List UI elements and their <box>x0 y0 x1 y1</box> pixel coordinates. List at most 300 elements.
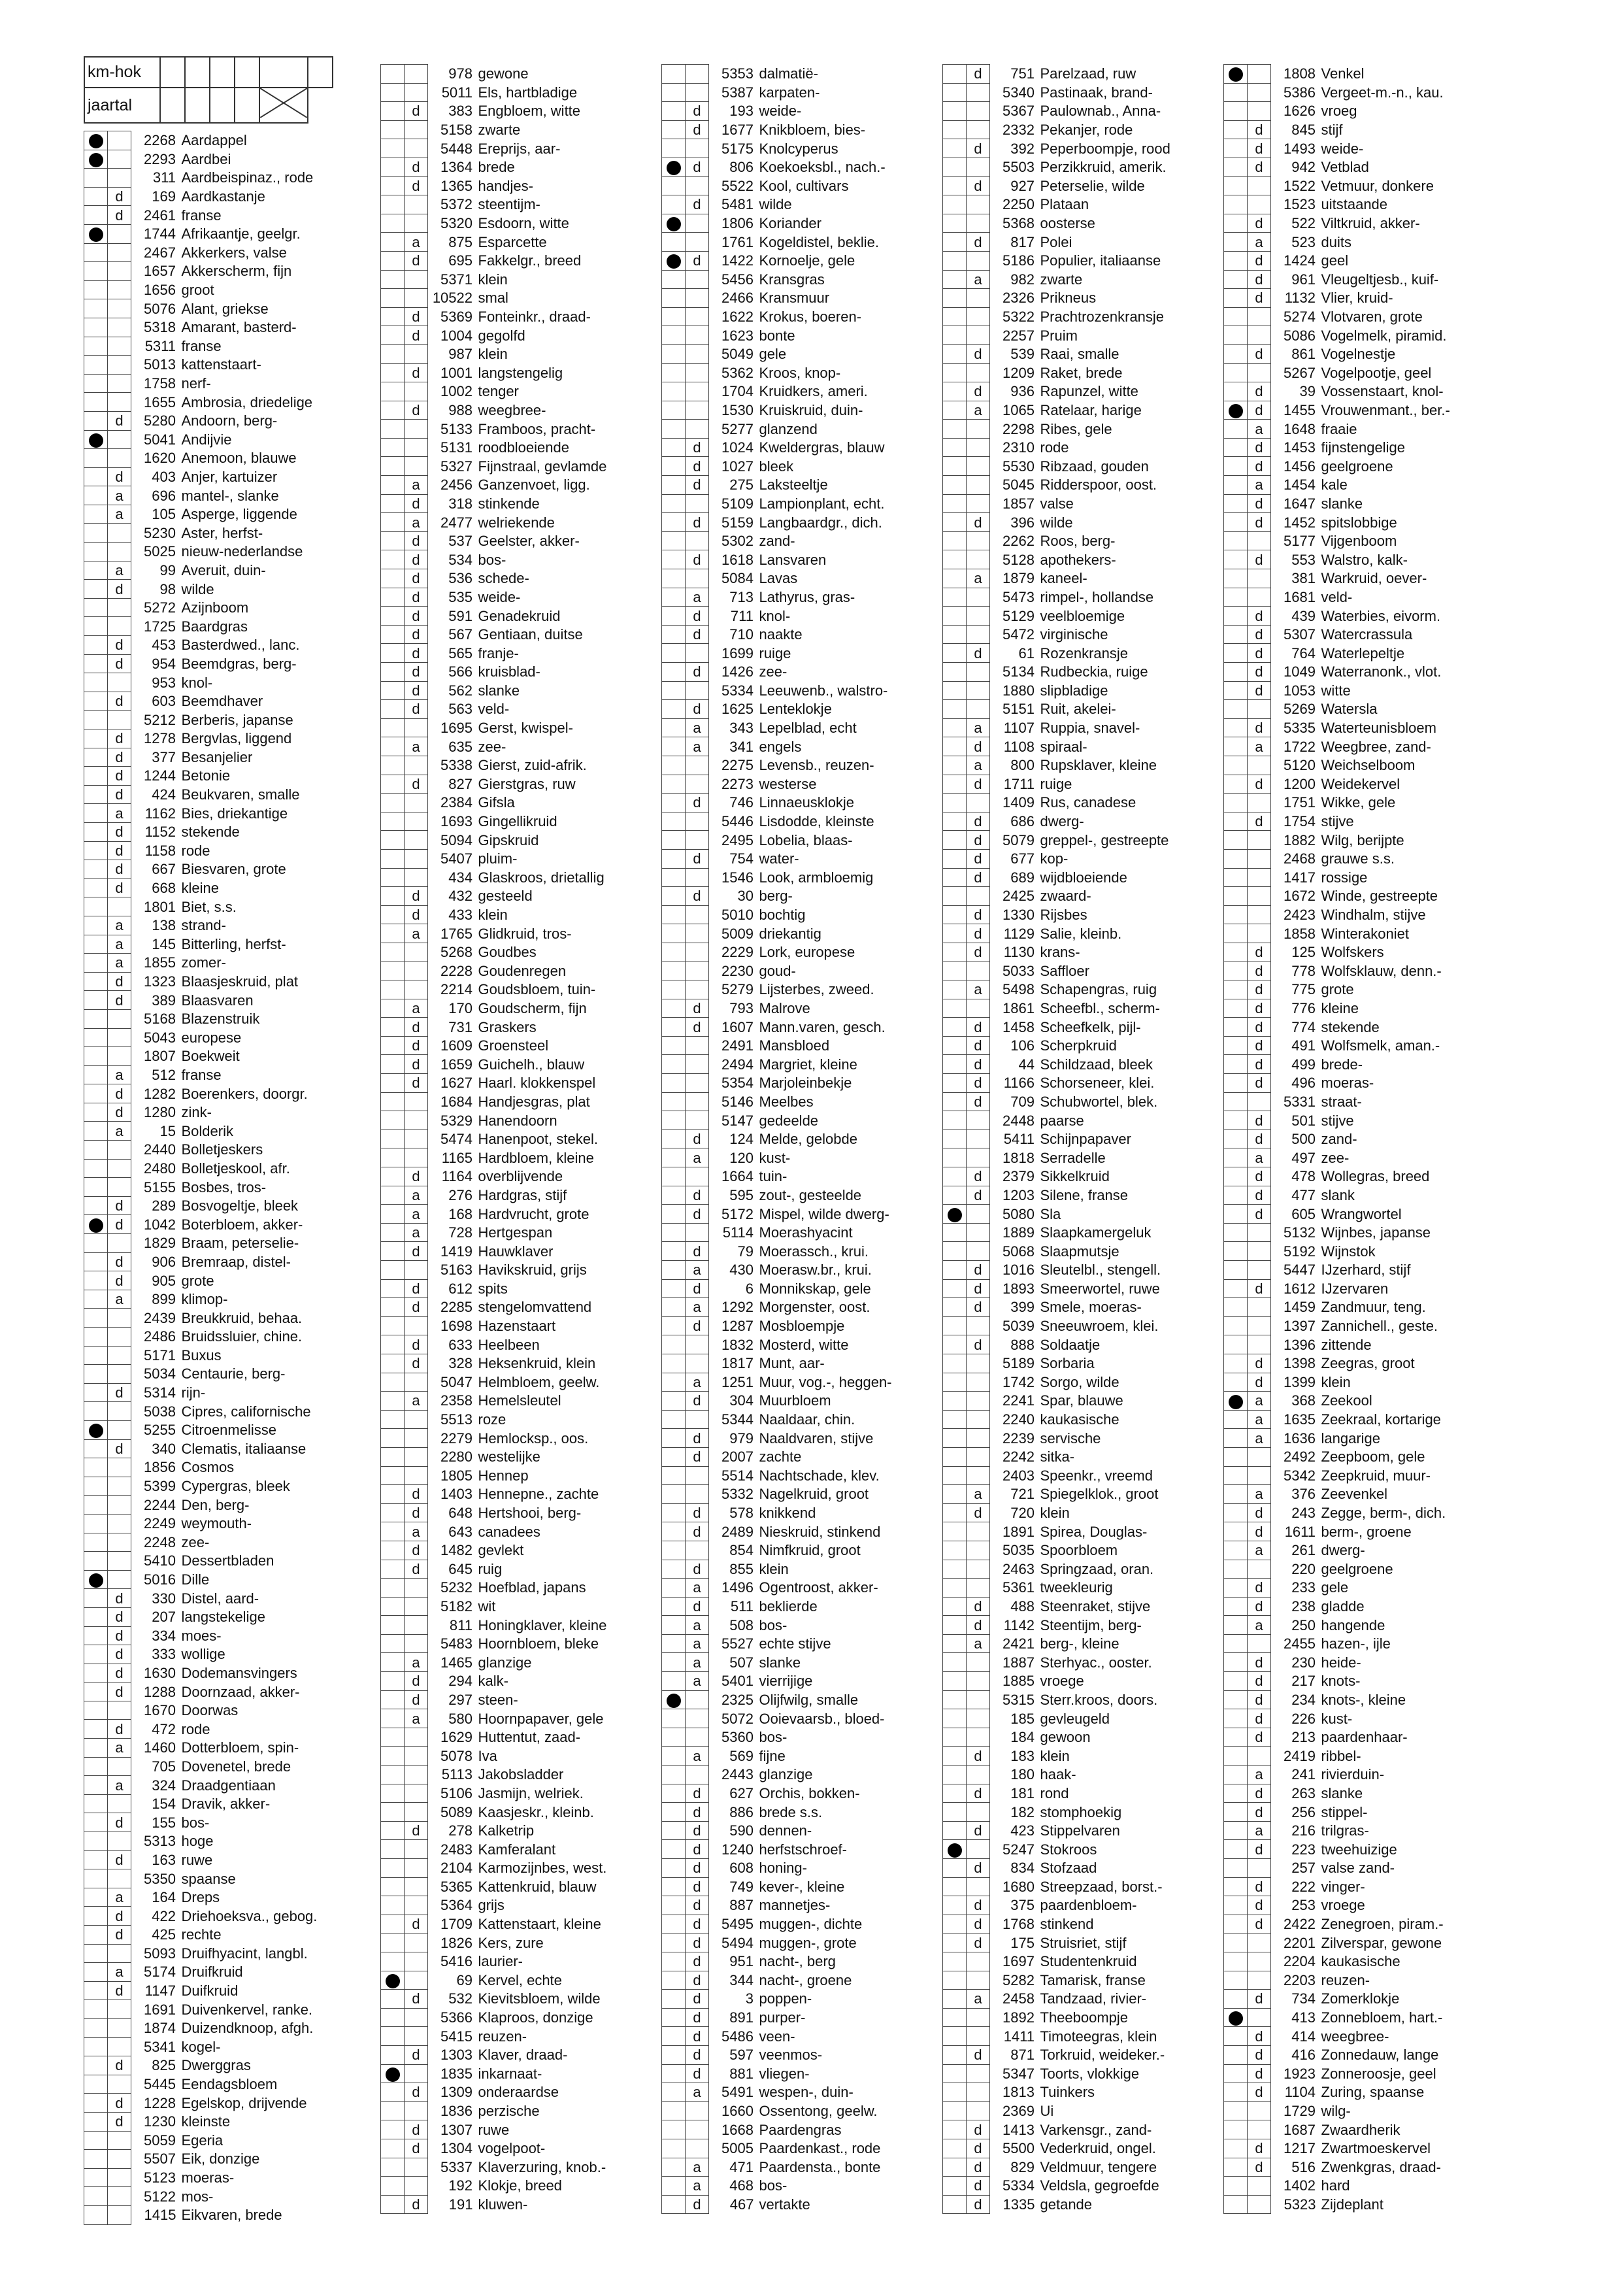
status-cell[interactable] <box>967 1223 990 1242</box>
presence-cell[interactable] <box>1224 1653 1248 1672</box>
status-cell[interactable]: d <box>1248 1597 1271 1616</box>
status-cell[interactable]: d <box>686 476 709 495</box>
presence-cell[interactable] <box>1224 1354 1248 1373</box>
presence-cell[interactable] <box>381 1766 405 1784</box>
presence-cell[interactable] <box>943 1579 967 1598</box>
km-cell-6[interactable] <box>308 57 333 88</box>
presence-cell[interactable] <box>662 1335 686 1354</box>
presence-cell[interactable] <box>662 120 686 139</box>
status-cell[interactable]: d <box>1248 438 1271 457</box>
status-cell[interactable]: d <box>967 1018 990 1037</box>
presence-cell[interactable] <box>1224 2008 1248 2027</box>
status-cell[interactable] <box>108 318 131 337</box>
status-cell[interactable] <box>405 1429 428 1448</box>
presence-cell[interactable] <box>943 1522 967 1541</box>
presence-cell[interactable] <box>84 2112 108 2131</box>
presence-cell[interactable] <box>381 737 405 756</box>
status-cell[interactable] <box>1248 1447 1271 1466</box>
status-cell[interactable]: d <box>967 812 990 831</box>
status-cell[interactable] <box>967 120 990 139</box>
status-cell[interactable]: a <box>967 1990 990 2009</box>
presence-cell[interactable] <box>943 681 967 700</box>
status-cell[interactable]: d <box>967 233 990 252</box>
presence-cell[interactable] <box>84 1420 108 1439</box>
presence-cell[interactable] <box>943 2064 967 2083</box>
presence-cell[interactable] <box>662 382 686 401</box>
status-cell[interactable]: d <box>405 607 428 626</box>
presence-cell[interactable] <box>662 531 686 550</box>
status-cell[interactable]: d <box>967 1616 990 1635</box>
presence-cell[interactable] <box>662 401 686 420</box>
status-cell[interactable]: d <box>405 569 428 588</box>
presence-cell[interactable] <box>1224 2120 1248 2139</box>
status-cell[interactable]: d <box>1248 1990 1271 2009</box>
status-cell[interactable] <box>1248 102 1271 121</box>
presence-cell[interactable] <box>84 1122 108 1141</box>
status-cell[interactable]: a <box>967 1634 990 1653</box>
status-cell[interactable]: d <box>686 849 709 868</box>
presence-cell[interactable] <box>1224 83 1248 102</box>
presence-cell[interactable] <box>662 1522 686 1541</box>
status-cell[interactable] <box>405 794 428 812</box>
status-cell[interactable]: d <box>405 1018 428 1037</box>
status-cell[interactable] <box>108 1159 131 1178</box>
presence-cell[interactable] <box>381 1261 405 1280</box>
status-cell[interactable]: d <box>686 1784 709 1803</box>
presence-cell[interactable] <box>381 569 405 588</box>
status-cell[interactable]: d <box>1248 1130 1271 1148</box>
status-cell[interactable] <box>108 1757 131 1776</box>
presence-cell[interactable] <box>381 1933 405 1952</box>
status-cell[interactable] <box>108 150 131 169</box>
status-cell[interactable] <box>686 775 709 794</box>
presence-cell[interactable] <box>1224 382 1248 401</box>
presence-cell[interactable] <box>381 775 405 794</box>
status-cell[interactable]: d <box>405 2120 428 2139</box>
status-cell[interactable] <box>686 83 709 102</box>
presence-cell[interactable] <box>1224 1298 1248 1317</box>
status-cell[interactable]: d <box>967 139 990 158</box>
presence-cell[interactable] <box>381 1784 405 1803</box>
presence-cell[interactable] <box>943 531 967 550</box>
status-cell[interactable]: d <box>108 580 131 599</box>
status-cell[interactable] <box>405 1728 428 1747</box>
status-cell[interactable] <box>686 1092 709 1111</box>
presence-cell[interactable] <box>381 1485 405 1504</box>
presence-cell[interactable] <box>1224 943 1248 962</box>
presence-cell[interactable] <box>662 83 686 102</box>
status-cell[interactable] <box>686 1766 709 1784</box>
presence-cell[interactable] <box>381 382 405 401</box>
status-cell[interactable]: a <box>686 718 709 737</box>
status-cell[interactable] <box>686 2120 709 2139</box>
presence-cell[interactable] <box>1224 887 1248 906</box>
status-cell[interactable]: d <box>686 1186 709 1205</box>
status-cell[interactable] <box>686 905 709 924</box>
status-cell[interactable] <box>1248 2008 1271 2027</box>
presence-cell[interactable] <box>84 1103 108 1122</box>
presence-cell[interactable] <box>84 2075 108 2094</box>
status-cell[interactable] <box>405 1373 428 1392</box>
presence-cell[interactable] <box>381 681 405 700</box>
status-cell[interactable] <box>405 2027 428 2046</box>
presence-cell[interactable] <box>381 531 405 550</box>
presence-cell[interactable] <box>943 1167 967 1186</box>
status-cell[interactable]: d <box>405 1167 428 1186</box>
presence-cell[interactable] <box>943 1205 967 1224</box>
status-cell[interactable]: d <box>405 2083 428 2102</box>
presence-cell[interactable] <box>1224 1503 1248 1522</box>
status-cell[interactable] <box>967 1840 990 1859</box>
status-cell[interactable] <box>405 1784 428 1803</box>
presence-cell[interactable] <box>662 2008 686 2027</box>
status-cell[interactable] <box>686 233 709 252</box>
presence-cell[interactable] <box>943 943 967 962</box>
status-cell[interactable]: d <box>405 176 428 195</box>
presence-cell[interactable] <box>381 625 405 644</box>
presence-cell[interactable] <box>1224 1747 1248 1766</box>
status-cell[interactable] <box>108 262 131 281</box>
presence-cell[interactable] <box>1224 1803 1248 1822</box>
status-cell[interactable] <box>108 673 131 692</box>
year-cell-1[interactable] <box>160 88 185 123</box>
presence-cell[interactable] <box>943 1709 967 1728</box>
presence-cell[interactable] <box>1224 2195 1248 2214</box>
status-cell[interactable] <box>108 1869 131 1888</box>
presence-cell[interactable] <box>381 1952 405 1971</box>
presence-cell[interactable] <box>662 1167 686 1186</box>
status-cell[interactable]: d <box>1248 2045 1271 2064</box>
status-cell[interactable] <box>108 449 131 468</box>
status-cell[interactable] <box>405 1597 428 1616</box>
status-cell[interactable] <box>686 1466 709 1485</box>
status-cell[interactable]: d <box>1248 1373 1271 1392</box>
status-cell[interactable]: d <box>108 1252 131 1271</box>
presence-cell[interactable] <box>381 420 405 439</box>
status-cell[interactable]: d <box>686 102 709 121</box>
status-cell[interactable] <box>405 2158 428 2177</box>
presence-cell[interactable] <box>381 1055 405 1074</box>
presence-cell[interactable] <box>84 1383 108 1402</box>
presence-cell[interactable] <box>1224 1242 1248 1261</box>
status-cell[interactable]: d <box>967 1167 990 1186</box>
presence-cell[interactable] <box>381 307 405 326</box>
presence-cell[interactable] <box>1224 1579 1248 1598</box>
status-cell[interactable]: d <box>405 644 428 663</box>
status-cell[interactable]: d <box>967 831 990 850</box>
status-cell[interactable] <box>108 1552 131 1571</box>
presence-cell[interactable] <box>662 2195 686 2214</box>
presence-cell[interactable] <box>943 1279 967 1298</box>
presence-cell[interactable] <box>1224 588 1248 607</box>
presence-cell[interactable] <box>1224 2083 1248 2102</box>
presence-cell[interactable] <box>381 550 405 569</box>
presence-cell[interactable] <box>381 1130 405 1148</box>
presence-cell[interactable] <box>84 1776 108 1795</box>
presence-cell[interactable] <box>662 1354 686 1373</box>
presence-cell[interactable] <box>943 2083 967 2102</box>
presence-cell[interactable] <box>943 1447 967 1466</box>
status-cell[interactable]: d <box>1248 1036 1271 1055</box>
presence-cell[interactable] <box>662 457 686 476</box>
presence-cell[interactable] <box>381 2195 405 2214</box>
status-cell[interactable] <box>108 393 131 412</box>
status-cell[interactable]: a <box>405 1223 428 1242</box>
presence-cell[interactable] <box>84 991 108 1010</box>
status-cell[interactable]: a <box>108 486 131 505</box>
status-cell[interactable]: a <box>686 1672 709 1691</box>
presence-cell[interactable] <box>662 1784 686 1803</box>
status-cell[interactable] <box>405 1877 428 1896</box>
presence-cell[interactable] <box>1224 812 1248 831</box>
presence-cell[interactable] <box>943 344 967 363</box>
year-cell-3[interactable] <box>210 88 235 123</box>
status-cell[interactable]: d <box>405 1990 428 2009</box>
presence-cell[interactable] <box>943 65 967 84</box>
presence-cell[interactable] <box>662 2045 686 2064</box>
status-cell[interactable] <box>967 1877 990 1896</box>
presence-cell[interactable] <box>381 868 405 887</box>
status-cell[interactable] <box>967 1766 990 1784</box>
presence-cell[interactable] <box>943 1634 967 1653</box>
presence-cell[interactable] <box>1224 1634 1248 1653</box>
presence-cell[interactable] <box>662 363 686 382</box>
presence-cell[interactable] <box>1224 1018 1248 1037</box>
status-cell[interactable]: a <box>108 1776 131 1795</box>
presence-cell[interactable] <box>1224 1316 1248 1335</box>
status-cell[interactable] <box>108 337 131 356</box>
presence-cell[interactable] <box>381 1316 405 1335</box>
status-cell[interactable]: d <box>967 2195 990 2214</box>
presence-cell[interactable] <box>381 102 405 121</box>
presence-cell[interactable] <box>662 625 686 644</box>
status-cell[interactable]: a <box>405 1186 428 1205</box>
status-cell[interactable] <box>967 1728 990 1747</box>
presence-cell[interactable] <box>381 494 405 513</box>
presence-cell[interactable] <box>381 1541 405 1560</box>
presence-cell[interactable] <box>381 1896 405 1915</box>
presence-cell[interactable] <box>1224 1186 1248 1205</box>
presence-cell[interactable] <box>943 476 967 495</box>
presence-cell[interactable] <box>662 1747 686 1766</box>
status-cell[interactable]: d <box>967 2045 990 2064</box>
presence-cell[interactable] <box>943 1915 967 1933</box>
status-cell[interactable] <box>1248 887 1271 906</box>
presence-cell[interactable] <box>1224 1205 1248 1224</box>
status-cell[interactable]: d <box>108 1682 131 1701</box>
status-cell[interactable]: d <box>108 748 131 767</box>
status-cell[interactable] <box>405 289 428 308</box>
status-cell[interactable] <box>405 1316 428 1335</box>
presence-cell[interactable] <box>84 580 108 599</box>
status-cell[interactable] <box>108 1570 131 1589</box>
presence-cell[interactable] <box>1224 569 1248 588</box>
status-cell[interactable]: d <box>1248 2083 1271 2102</box>
status-cell[interactable]: d <box>1248 663 1271 682</box>
status-cell[interactable]: d <box>405 1690 428 1709</box>
presence-cell[interactable] <box>84 2094 108 2113</box>
status-cell[interactable]: d <box>108 2056 131 2075</box>
status-cell[interactable]: d <box>967 943 990 962</box>
status-cell[interactable]: d <box>405 102 428 121</box>
status-cell[interactable] <box>1248 1316 1271 1335</box>
status-cell[interactable]: d <box>1248 1354 1271 1373</box>
status-cell[interactable] <box>686 1223 709 1242</box>
status-cell[interactable] <box>686 1485 709 1504</box>
presence-cell[interactable] <box>662 1597 686 1616</box>
presence-cell[interactable] <box>943 1392 967 1411</box>
presence-cell[interactable] <box>1224 1952 1248 1971</box>
status-cell[interactable]: a <box>405 1653 428 1672</box>
status-cell[interactable] <box>405 849 428 868</box>
presence-cell[interactable] <box>943 1597 967 1616</box>
status-cell[interactable]: d <box>686 2195 709 2214</box>
presence-cell[interactable] <box>84 916 108 935</box>
status-cell[interactable] <box>108 243 131 262</box>
presence-cell[interactable] <box>943 1859 967 1878</box>
status-cell[interactable]: d <box>405 531 428 550</box>
presence-cell[interactable] <box>381 1447 405 1466</box>
status-cell[interactable] <box>108 2205 131 2224</box>
status-cell[interactable] <box>1248 1335 1271 1354</box>
presence-cell[interactable] <box>1224 214 1248 233</box>
status-cell[interactable]: d <box>108 1589 131 1608</box>
status-cell[interactable] <box>1248 905 1271 924</box>
status-cell[interactable] <box>967 681 990 700</box>
presence-cell[interactable] <box>662 1579 686 1598</box>
presence-cell[interactable] <box>943 2120 967 2139</box>
presence-cell[interactable] <box>1224 494 1248 513</box>
presence-cell[interactable] <box>943 494 967 513</box>
presence-cell[interactable] <box>381 158 405 176</box>
status-cell[interactable]: d <box>1248 2027 1271 2046</box>
status-cell[interactable] <box>108 1533 131 1552</box>
presence-cell[interactable] <box>1224 2027 1248 2046</box>
presence-cell[interactable] <box>381 1111 405 1130</box>
status-cell[interactable] <box>686 65 709 84</box>
status-cell[interactable]: d <box>686 625 709 644</box>
presence-cell[interactable] <box>84 2187 108 2206</box>
presence-cell[interactable] <box>381 1597 405 1616</box>
presence-cell[interactable] <box>381 1877 405 1896</box>
status-cell[interactable]: d <box>1248 494 1271 513</box>
presence-cell[interactable] <box>1224 1130 1248 1148</box>
presence-cell[interactable] <box>84 1065 108 1084</box>
status-cell[interactable]: d <box>1248 1653 1271 1672</box>
status-cell[interactable]: a <box>108 954 131 973</box>
presence-cell[interactable] <box>1224 251 1248 270</box>
presence-cell[interactable] <box>662 794 686 812</box>
presence-cell[interactable] <box>662 1223 686 1242</box>
status-cell[interactable] <box>108 2075 131 2094</box>
presence-cell[interactable] <box>943 1990 967 2009</box>
status-cell[interactable]: a <box>1248 1766 1271 1784</box>
status-cell[interactable] <box>686 1074 709 1093</box>
status-cell[interactable]: d <box>405 494 428 513</box>
status-cell[interactable] <box>967 1522 990 1541</box>
status-cell[interactable] <box>405 1466 428 1485</box>
status-cell[interactable] <box>967 1410 990 1429</box>
presence-cell[interactable] <box>84 748 108 767</box>
presence-cell[interactable] <box>1224 1877 1248 1896</box>
presence-cell[interactable] <box>84 206 108 225</box>
status-cell[interactable] <box>686 531 709 550</box>
presence-cell[interactable] <box>943 1653 967 1672</box>
presence-cell[interactable] <box>662 962 686 980</box>
presence-cell[interactable] <box>381 83 405 102</box>
presence-cell[interactable] <box>381 1821 405 1840</box>
presence-cell[interactable] <box>84 280 108 299</box>
presence-cell[interactable] <box>943 1298 967 1317</box>
presence-cell[interactable] <box>662 905 686 924</box>
status-cell[interactable]: d <box>1248 1784 1271 1803</box>
status-cell[interactable]: a <box>686 1148 709 1167</box>
status-cell[interactable] <box>686 1335 709 1354</box>
presence-cell[interactable] <box>84 972 108 991</box>
presence-cell[interactable] <box>84 131 108 150</box>
km-cell-1[interactable] <box>160 57 185 88</box>
status-cell[interactable]: a <box>686 1653 709 1672</box>
presence-cell[interactable] <box>943 2195 967 2214</box>
status-cell[interactable] <box>967 420 990 439</box>
status-cell[interactable] <box>108 1328 131 1347</box>
status-cell[interactable] <box>108 1944 131 1963</box>
status-cell[interactable]: d <box>686 1316 709 1335</box>
presence-cell[interactable] <box>381 962 405 980</box>
status-cell[interactable] <box>967 2027 990 2046</box>
status-cell[interactable]: a <box>108 1122 131 1141</box>
presence-cell[interactable] <box>943 83 967 102</box>
status-cell[interactable] <box>405 139 428 158</box>
status-cell[interactable]: d <box>967 2158 990 2177</box>
presence-cell[interactable] <box>1224 158 1248 176</box>
status-cell[interactable] <box>1248 1223 1271 1242</box>
presence-cell[interactable] <box>662 1859 686 1878</box>
presence-cell[interactable] <box>1224 120 1248 139</box>
presence-cell[interactable] <box>1224 139 1248 158</box>
presence-cell[interactable] <box>1224 1709 1248 1728</box>
presence-cell[interactable] <box>943 1766 967 1784</box>
presence-cell[interactable] <box>381 1709 405 1728</box>
status-cell[interactable] <box>1248 65 1271 84</box>
status-cell[interactable] <box>686 326 709 345</box>
status-cell[interactable] <box>1248 1933 1271 1952</box>
status-cell[interactable]: d <box>967 1784 990 1803</box>
presence-cell[interactable] <box>662 607 686 626</box>
status-cell[interactable]: d <box>1248 718 1271 737</box>
presence-cell[interactable] <box>381 831 405 850</box>
presence-cell[interactable] <box>84 1963 108 1982</box>
presence-cell[interactable] <box>84 1178 108 1197</box>
status-cell[interactable] <box>686 681 709 700</box>
status-cell[interactable] <box>686 2139 709 2158</box>
status-cell[interactable] <box>967 1560 990 1579</box>
status-cell[interactable] <box>686 644 709 663</box>
presence-cell[interactable] <box>1224 681 1248 700</box>
status-cell[interactable] <box>405 1896 428 1915</box>
presence-cell[interactable] <box>84 1514 108 1533</box>
presence-cell[interactable] <box>84 897 108 916</box>
presence-cell[interactable] <box>1224 1859 1248 1878</box>
presence-cell[interactable] <box>1224 1074 1248 1093</box>
presence-cell[interactable] <box>943 1148 967 1167</box>
presence-cell[interactable] <box>84 1141 108 1160</box>
presence-cell[interactable] <box>943 2008 967 2027</box>
presence-cell[interactable] <box>381 2064 405 2083</box>
presence-cell[interactable] <box>381 794 405 812</box>
status-cell[interactable]: d <box>108 1813 131 1832</box>
status-cell[interactable]: d <box>686 438 709 457</box>
